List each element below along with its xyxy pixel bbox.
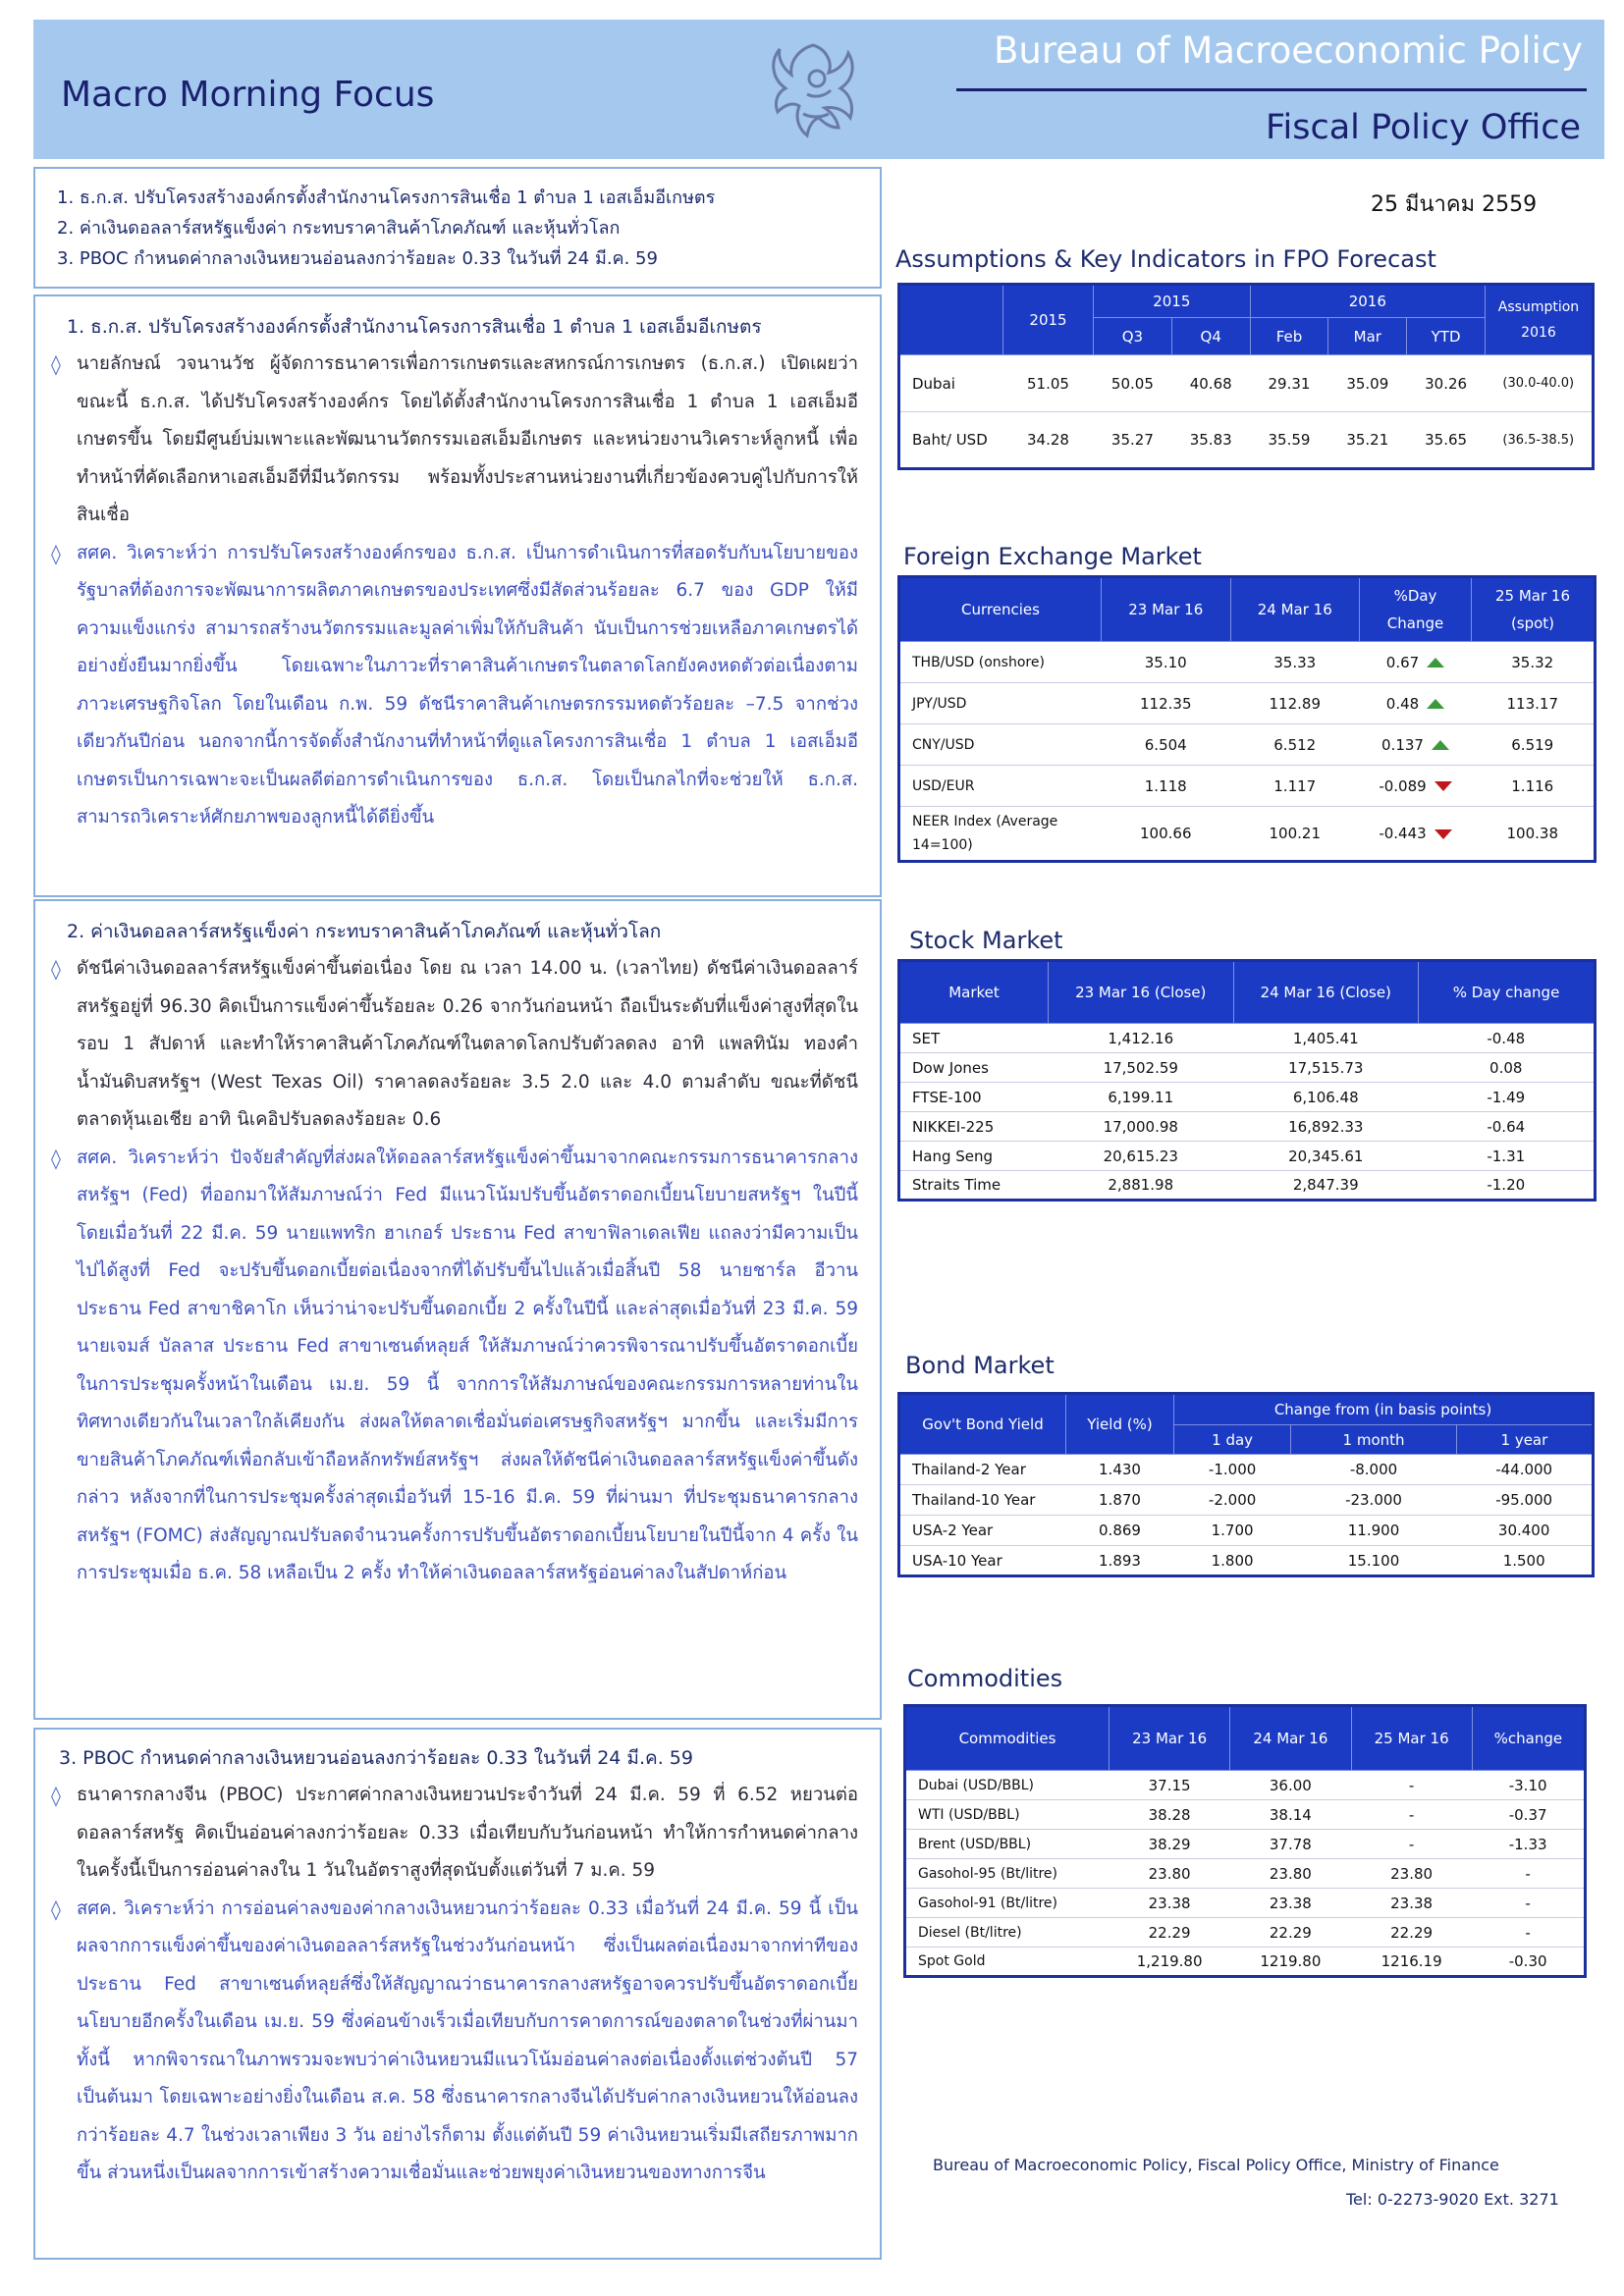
col-commodities: Commodities	[905, 1706, 1110, 1771]
cell: 112.35	[1102, 683, 1231, 724]
cell: 35.10	[1102, 642, 1231, 683]
col-currencies: Currencies	[899, 577, 1102, 642]
row-label: USA-10 Year	[899, 1546, 1066, 1576]
arrow-down-icon	[1435, 829, 1452, 839]
row-label: Gasohol-95 (Bt/litre)	[905, 1859, 1110, 1889]
row-label: Straits Time	[899, 1171, 1049, 1201]
header-banner	[33, 20, 1604, 159]
bond-table	[897, 1392, 1595, 1577]
cell: 1.870	[1066, 1485, 1174, 1516]
cell: (36.5-38.5)	[1486, 412, 1594, 469]
table-row	[905, 1859, 1586, 1889]
cell: 0.869	[1066, 1516, 1174, 1546]
row-label: JPY/USD	[899, 683, 1102, 724]
cell-value: -0.089	[1379, 776, 1427, 795]
row-label: USD/EUR	[899, 766, 1102, 807]
cell: 17,000.98	[1049, 1112, 1234, 1142]
cell: -2.000	[1174, 1485, 1291, 1516]
table-row	[899, 807, 1596, 862]
cell: 37.15	[1110, 1771, 1230, 1800]
col-day-change: % Day change	[1419, 961, 1596, 1024]
cell: 35.09	[1328, 355, 1407, 412]
row-label: Hang Seng	[899, 1142, 1049, 1171]
cell: 100.66	[1102, 807, 1231, 862]
table-row	[899, 1546, 1594, 1576]
cell: 38.14	[1230, 1800, 1351, 1830]
section-1-analysis: ◊ สศค. วิเคราะห์ว่า การปรับโครงสร้างองค์กรของ ธ.ก.ส. เป็นการดำเนินการที่สอดรับกับนโยบายของรัฐบาลที่ต้องการจะพัฒนาการผลิตภาคเกษตรของประเทศซึ่งมีสัดส่วนร้อยละ 6.7 ของ GDP ให้มีความแข็งแกร่ง สามารถสร้างนวัตกรรมและมูลค่าเพิ่มให้กับสินค้า นับเป็นการช่วยเหลือภาคเกษตรได้อย่างยั่งยืนมากยิ่งขึ้น โดยเฉพาะในภาวะที่ราคาสินค้าเกษตรในตลาดโลกยังคงหดตัวต่อเนื่องตามภาวะเศรษฐกิจโลก โดยในเดือน ก.พ. 59 ดัชนีราคาสินค้าเกษตรกรรมหดตัวร้อยละ –7.5 จากช่วงเดียวกันปีก่อน นอกจากนี้การจัดตั้งสำนักงานที่ทำหน้าที่ดูแลโครงการสินเชื่อ 1 ตำบล 1 เอสเอ็มอีเกษตรเป็นการเฉพาะจะเป็นผลดีต่อการดำเนินการของ ธ.ก.ส. โดยเป็นกลไกที่จะช่วยให้ ธ.ก.ส. สามารถวิเคราะห์ศักยภาพของลูกหนี้ได้ดียิ่งขึ้น	[51, 535, 858, 837]
cell: 23.80	[1351, 1859, 1472, 1889]
table-row	[899, 1083, 1596, 1112]
table-row	[899, 683, 1596, 724]
col-25mar: 25 Mar 16	[1351, 1706, 1472, 1771]
col-23mar: 23 Mar 16	[1110, 1706, 1230, 1771]
cell: 1.700	[1174, 1516, 1291, 1546]
diamond-bullet-icon: ◊	[51, 352, 61, 376]
cell: 51.05	[1003, 355, 1094, 412]
table-row	[899, 1142, 1596, 1171]
cell: 1,405.41	[1233, 1024, 1419, 1053]
col-23mar: 23 Mar 16 (Close)	[1049, 961, 1234, 1024]
cell: -	[1472, 1859, 1585, 1889]
cell: 0.08	[1419, 1053, 1596, 1083]
cell: 100.38	[1472, 807, 1596, 862]
table-row	[899, 355, 1594, 412]
bureau-name: Bureau of Macroeconomic Policy	[994, 29, 1583, 72]
row-label: CNY/USD	[899, 724, 1102, 766]
diamond-bullet-icon: ◊	[51, 957, 61, 981]
col-q4: Q4	[1171, 318, 1250, 355]
cell-value: 0.137	[1381, 735, 1424, 754]
col-feb: Feb	[1250, 318, 1328, 355]
row-label: Gasohol-91 (Bt/litre)	[905, 1889, 1110, 1918]
col-24mar: 24 Mar 16	[1230, 577, 1360, 642]
cell: 37.78	[1230, 1830, 1351, 1859]
cell: -	[1351, 1830, 1472, 1859]
col-1month: 1 month	[1291, 1425, 1457, 1455]
cell: 35.83	[1171, 412, 1250, 469]
cell: 1.118	[1102, 766, 1231, 807]
cell: 1.117	[1230, 766, 1360, 807]
cell: 1,412.16	[1049, 1024, 1234, 1053]
cell: 30.26	[1407, 355, 1486, 412]
section-1-box	[33, 294, 882, 897]
cell-value: -0.443	[1379, 825, 1427, 842]
cell: -0.30	[1472, 1948, 1585, 1977]
cell: 38.29	[1110, 1830, 1230, 1859]
diamond-bullet-icon: ◊	[51, 1784, 61, 1807]
cell: 35.59	[1250, 412, 1328, 469]
row-label: WTI (USD/BBL)	[905, 1800, 1110, 1830]
cell: 22.29	[1351, 1918, 1472, 1948]
col-change: %change	[1472, 1706, 1585, 1771]
row-label: Dow Jones	[899, 1053, 1049, 1083]
row-label: Baht/ USD	[899, 412, 1003, 469]
cell: -	[1472, 1889, 1585, 1918]
row-label: FTSE-100	[899, 1083, 1049, 1112]
cell: 20,345.61	[1233, 1142, 1419, 1171]
col-24mar: 24 Mar 16	[1230, 1706, 1351, 1771]
cell: 1,219.80	[1110, 1948, 1230, 1977]
table-row	[905, 1918, 1586, 1948]
fx-table	[897, 575, 1597, 863]
arrow-up-icon	[1427, 699, 1444, 709]
row-label: Diesel (Bt/litre)	[905, 1918, 1110, 1948]
table-row	[899, 412, 1594, 469]
cell: 23.80	[1110, 1859, 1230, 1889]
col-2015-quarters: 2015	[1094, 285, 1251, 318]
cell: -8.000	[1291, 1455, 1457, 1485]
cell: 1.116	[1472, 766, 1596, 807]
cell: -1.49	[1419, 1083, 1596, 1112]
cell: 35.21	[1328, 412, 1407, 469]
cell: -23.000	[1291, 1485, 1457, 1516]
row-label: Dubai	[899, 355, 1003, 412]
cell: 22.29	[1110, 1918, 1230, 1948]
cell: 35.32	[1472, 642, 1596, 683]
table-row	[905, 1800, 1586, 1830]
section-3-title: 3. PBOC กำหนดค่ากลางเงินหยวนอ่อนลงกว่าร้อยละ 0.33 ในวันที่ 24 มี.ค. 59	[59, 1747, 693, 1769]
cell: 23.38	[1230, 1889, 1351, 1918]
office-name: Fiscal Policy Office	[1265, 108, 1581, 147]
table-row	[899, 1485, 1594, 1516]
cell: 113.17	[1472, 683, 1596, 724]
assumptions-title: Assumptions & Key Indicators in FPO Forecast	[895, 245, 1436, 273]
cell: 11.900	[1291, 1516, 1457, 1546]
cell: 112.89	[1230, 683, 1360, 724]
row-label: Dubai (USD/BBL)	[905, 1771, 1110, 1800]
cell-value: 0.67	[1385, 653, 1420, 671]
cell: -3.10	[1472, 1771, 1585, 1800]
commodities-table	[903, 1704, 1587, 1978]
diamond-bullet-icon: ◊	[51, 541, 61, 565]
cell	[1360, 766, 1472, 807]
diamond-bullet-icon: ◊	[51, 1146, 61, 1170]
footer-organization: Bureau of Macroeconomic Policy, Fiscal Policy Office, Ministry of Finance	[933, 2156, 1499, 2174]
row-label: SET	[899, 1024, 1049, 1053]
corner-cell	[899, 285, 1003, 355]
row-label: Spot Gold	[905, 1948, 1110, 1977]
table-row	[899, 642, 1596, 683]
cell: -0.64	[1419, 1112, 1596, 1142]
row-label: USA-2 Year	[899, 1516, 1066, 1546]
table-row	[899, 1516, 1594, 1546]
cell: 2,881.98	[1049, 1171, 1234, 1201]
cell: 22.29	[1230, 1918, 1351, 1948]
stock-table	[897, 959, 1597, 1201]
headline-item[interactable]: 3. PBOC กำหนดค่ากลางเงินหยวนอ่อนลงกว่าร้อยละ 0.33 ในวันที่ 24 มี.ค. 59	[57, 248, 658, 269]
cell-value: 0.48	[1385, 694, 1420, 713]
cell	[1360, 642, 1472, 683]
cell: 50.05	[1094, 355, 1172, 412]
section-2-title: 2. ค่าเงินดอลลาร์สหรัฐแข็งค่า กระทบราคาสินค้าโภคภัณฑ์ และหุ้นทั่วโลก	[67, 921, 662, 942]
headline-item[interactable]: 1. ธ.ก.ส. ปรับโครงสร้างองค์กรตั้งสำนักงานโครงการสินเชื่อ 1 ตำบล 1 เอสเอ็มอีเกษตร	[57, 187, 716, 208]
bond-title: Bond Market	[905, 1352, 1055, 1379]
cell: -1.33	[1472, 1830, 1585, 1859]
col-2016: 2016	[1250, 285, 1485, 318]
cell: 20,615.23	[1049, 1142, 1234, 1171]
row-label: Brent (USD/BBL)	[905, 1830, 1110, 1859]
commodities-title: Commodities	[907, 1665, 1063, 1692]
cell	[1360, 807, 1472, 862]
row-label: THB/USD (onshore)	[899, 642, 1102, 683]
cell: -95.000	[1456, 1485, 1593, 1516]
stock-title: Stock Market	[909, 927, 1063, 954]
headline-item[interactable]: 2. ค่าเงินดอลลาร์สหรัฐแข็งค่า กระทบราคาสินค้าโภคภัณฑ์ และหุ้นทั่วโลก	[57, 218, 621, 239]
col-1year: 1 year	[1456, 1425, 1593, 1455]
cell	[1360, 683, 1472, 724]
cell: 6.512	[1230, 724, 1360, 766]
arrow-up-icon	[1427, 658, 1444, 667]
garuda-emblem-icon	[760, 35, 866, 145]
cell	[1360, 724, 1472, 766]
cell: -44.000	[1456, 1455, 1593, 1485]
table-row	[899, 1171, 1596, 1201]
col-day-change: %Day Change	[1360, 577, 1472, 642]
col-q3: Q3	[1094, 318, 1172, 355]
cell: 23.80	[1230, 1859, 1351, 1889]
cell: 2,847.39	[1233, 1171, 1419, 1201]
col-spot: 25 Mar 16 (spot)	[1472, 577, 1596, 642]
cell: -	[1472, 1918, 1585, 1948]
row-label: Thailand-10 Year	[899, 1485, 1066, 1516]
headlines-box	[33, 167, 882, 289]
cell: 35.33	[1230, 642, 1360, 683]
col-mar: Mar	[1328, 318, 1407, 355]
cell: 100.21	[1230, 807, 1360, 862]
col-2015: 2015	[1003, 285, 1094, 355]
diamond-bullet-icon: ◊	[51, 1896, 61, 1921]
cell: 36.00	[1230, 1771, 1351, 1800]
col-bond-name: Gov't Bond Yield	[899, 1394, 1066, 1455]
cell: 6,106.48	[1233, 1083, 1419, 1112]
cell: -	[1351, 1771, 1472, 1800]
cell: 6.519	[1472, 724, 1596, 766]
cell: 29.31	[1250, 355, 1328, 412]
cell: 35.27	[1094, 412, 1172, 469]
section-3-paragraph: ◊ ธนาคารกลางจีน (PBOC) ประกาศค่ากลางเงินหยวนประจำวันที่ 24 มี.ค. 59 ที่ 6.52 หยวนต่อดอลลาร์สหรัฐ คิดเป็นอ่อนค่าลงกว่าร้อยละ 0.33 เมื่อเทียบกับวันก่อนหน้า ทำให้การกำหนดค่ากลางในครั้งนี้เป็นการอ่อนค่าลงใน 1 วันในอัตราสูงที่สุดนับตั้งแต่วันที่ 7 ม.ค. 59	[51, 1777, 858, 1891]
col-market: Market	[899, 961, 1049, 1024]
col-ytd: YTD	[1407, 318, 1486, 355]
cell: -1.20	[1419, 1171, 1596, 1201]
col-assumption: Assumption 2016	[1486, 285, 1594, 355]
cell: 1.800	[1174, 1546, 1291, 1576]
table-row	[905, 1948, 1586, 1977]
cell: 35.65	[1407, 412, 1486, 469]
row-label: NEER Index (Average 14=100)	[899, 807, 1102, 862]
section-2-box	[33, 899, 882, 1720]
cell: 30.400	[1456, 1516, 1593, 1546]
col-23mar: 23 Mar 16	[1102, 577, 1231, 642]
cell: 6.504	[1102, 724, 1231, 766]
cell: 38.28	[1110, 1800, 1230, 1830]
table-row	[899, 1455, 1594, 1485]
row-label: Thailand-2 Year	[899, 1455, 1066, 1485]
col-24mar: 24 Mar 16 (Close)	[1233, 961, 1419, 1024]
section-2-paragraph: ◊ ดัชนีค่าเงินดอลลาร์สหรัฐแข็งค่าขึ้นต่อเนื่อง โดย ณ เวลา 14.00 น. (เวลาไทย) ดัชนีค่าเงินดอลลาร์สหรัฐอยู่ที่ 96.30 คิดเป็นการแข็งค่าขึ้นร้อยละ 0.26 จากวันก่อนหน้า ถือเป็นระดับที่แข็งค่าสูงที่สุดในรอบ 1 สัปดาห์ และทำให้ราคาสินค้าโภคภัณฑ์ในตลาดโลกปรับตัวลดลง อาทิ แพลทินัม ทองคำ น้ำมันดิบสหรัฐฯ (West Texas Oil) ราคาลดลงร้อยละ 3.5 2.0 และ 4.0 ตามลำดับ ขณะที่ดัชนีตลาดหุ้นเอเชีย อาทิ นิเคอิปรับลดลงร้อยละ 0.6	[51, 950, 858, 1140]
cell: 1.430	[1066, 1455, 1174, 1485]
cell: 6,199.11	[1049, 1083, 1234, 1112]
cell: -0.37	[1472, 1800, 1585, 1830]
table-row	[899, 1112, 1596, 1142]
cell: 40.68	[1171, 355, 1250, 412]
row-label: NIKKEI-225	[899, 1112, 1049, 1142]
cell: -1.31	[1419, 1142, 1596, 1171]
table-row	[899, 1024, 1596, 1053]
col-1day: 1 day	[1174, 1425, 1291, 1455]
table-row	[899, 1053, 1596, 1083]
section-1-title: 1. ธ.ก.ส. ปรับโครงสร้างองค์กรตั้งสำนักงานโครงการสินเชื่อ 1 ตำบล 1 เอสเอ็มอีเกษตร	[67, 316, 762, 338]
assumptions-table	[897, 283, 1595, 470]
cell: 23.38	[1351, 1889, 1472, 1918]
cell: 1.893	[1066, 1546, 1174, 1576]
cell: 1219.80	[1230, 1948, 1351, 1977]
fx-title: Foreign Exchange Market	[903, 543, 1202, 570]
cell: 16,892.33	[1233, 1112, 1419, 1142]
arrow-up-icon	[1432, 740, 1449, 750]
section-3-analysis: ◊ สศค. วิเคราะห์ว่า การอ่อนค่าลงของค่ากลางเงินหยวนกว่าร้อยละ 0.33 เมื่อวันที่ 24 มี.ค. 59 นี้ เป็นผลจากการแข็งค่าขึ้นของค่าเงินดอลลาร์สหรัฐในช่วงวันก่อนหน้า ซึ่งเป็นผลต่อเนื่องมาจากท่าทีของประธาน Fed สาขาเซนต์หลุยส์ซึ่งให้สัญญาณว่าธนาคารกลางสหรัฐอาจควรปรับขึ้นอัตราดอกเบี้ยนโยบายอีกครั้งในเดือน เม.ย. 59 ซึ่งค่อนข้างเร็วเมื่อเทียบกับการคาดการณ์ของตลาดในช่วงที่ผ่านมา ทั้งนี้ หากพิจารณาในภาพรวมจะพบว่าค่าเงินหยวนมีแนวโน้มอ่อนค่าลงต่อเนื่องตั้งแต่ช่วงต้นปี 57 เป็นต้นมา โดยเฉพาะอย่างยิ่งในเดือน ส.ค. 58 ซึ่งธนาคารกลางจีนได้ปรับค่ากลางเงินหยวนให้อ่อนลงกว่าร้อยละ 4.7 ในช่วงเวลาเพียง 3 วัน อย่างไรก็ตาม ตั้งแต่ต้นปี 59 ค่าเงินหยวนเริ่มมีเสถียรภาพมากขึ้น ส่วนหนึ่งเป็นผลจากการเข้าสร้างความเชื่อมั่นและช่วยพยุงค่าเงินหยวนของทางการจีน	[51, 1891, 858, 2193]
section-1-paragraph: ◊ นายลักษณ์ วจนานวัช ผู้จัดการธนาคารเพื่อการเกษตรและสหกรณ์การเกษตร (ธ.ก.ส.) เปิดเผยว่า ขณะนี้ ธ.ก.ส. ได้ปรับโครงสร้างองค์กร โดยได้ตั้งสำนักงานโครงการสินเชื่อ 1 ตำบล 1 เอสเอ็มอีเกษตรขึ้น โดยมีศูนย์บ่มเพาะและพัฒนานวัตกรรมเอสเอ็มอีเกษตร และหน่วยงานวิเคราะห์ลูกหนี้ เพื่อทำหน้าที่คัดเลือกหาเอสเอ็มอีที่มีนวัตกรรม พร้อมทั้งประสานหน่วยงานที่เกี่ยวข้องควบคู่ไปกับการให้สินเชื่อ	[51, 346, 858, 535]
col-change-group: Change from (in basis points)	[1174, 1394, 1594, 1425]
table-row	[899, 724, 1596, 766]
table-row	[905, 1830, 1586, 1859]
report-title: Macro Morning Focus	[61, 75, 435, 115]
cell: 1.500	[1456, 1546, 1593, 1576]
cell: (30.0-40.0)	[1486, 355, 1594, 412]
cell: 15.100	[1291, 1546, 1457, 1576]
cell: -1.000	[1174, 1455, 1291, 1485]
cell: -0.48	[1419, 1024, 1596, 1053]
table-row	[899, 766, 1596, 807]
footer-telephone: Tel: 0-2273-9020 Ext. 3271	[1346, 2190, 1559, 2209]
col-yield: Yield (%)	[1066, 1394, 1174, 1455]
cell: 17,515.73	[1233, 1053, 1419, 1083]
cell: 1216.19	[1351, 1948, 1472, 1977]
arrow-down-icon	[1435, 781, 1452, 791]
cell: -	[1351, 1800, 1472, 1830]
cell: 23.38	[1110, 1889, 1230, 1918]
header-divider	[956, 88, 1587, 91]
section-2-analysis: ◊ สศค. วิเคราะห์ว่า ปัจจัยสำคัญที่ส่งผลให้ดอลลาร์สหรัฐแข็งค่าขึ้นมาจากคณะกรรมการธนาคารกลางสหรัฐฯ (Fed) ที่ออกมาให้สัมภาษณ์ว่า Fed มีแนวโน้มปรับขึ้นอัตราดอกเบี้ยนโยบายสหรัฐฯ ในปีนี้ โดยเมื่อวันที่ 22 มี.ค. 59 นายแพทริก ฮาเกอร์ ประธาน Fed สาขาฟิลาเดลเฟีย แถลงว่ามีความเป็นไปได้สูงที่ Fed จะปรับขึ้นดอกเบี้ยต่อเนื่องจากที่ได้ปรับขึ้นไปแล้วเมื่อสิ้นปี 58 นายชาร์ล อีวาน ประธาน Fed สาขาชิคาโก เห็นว่าน่าจะปรับขึ้นดอกเบี้ย 2 ครั้งในปีนี้ และล่าสุดเมื่อวันที่ 23 มี.ค. 59 นายเจมส์ บัลลาส ประธาน Fed สาขาเซนต์หลุยส์ ให้สัมภาษณ์ว่าควรพิจารณาปรับขึ้นอัตราดอกเบี้ยในการประชุมครั้งหน้าในเดือน เม.ย. 59 นี้ จากการให้สัมภาษณ์ของคณะกรรมการหลายท่านในทิศทางเดียวกันในเวลาใกล้เคียงกัน ส่งผลให้ตลาดเชื่อมั่นต่อเศรษฐกิจสหรัฐฯ มากขึ้น และเริ่มมีการขายสินค้าโภคภัณฑ์เพื่อกลับเข้าถือหลักทรัพย์สหรัฐฯ ส่งผลให้ดัชนีค่าเงินดอลลาร์สหรัฐแข็งค่าขึ้นดังกล่าว หลังจากที่ในการประชุมครั้งล่าสุดเมื่อวันที่ 15-16 มี.ค. 59 ที่ผ่านมา ที่ประชุมธนาคารกลางสหรัฐฯ (FOMC) ส่งสัญญาณปรับลดจำนวนครั้งการปรับขึ้นอัตราดอกเบี้ยนโยบายในปีนี้จาก 4 ครั้ง ในการประชุมเมื่อ ธ.ค. 58 เหลือเป็น 2 ครั้ง ทำให้ค่าเงินดอลลาร์สหรัฐอ่อนค่าลงในสัปดาห์ก่อน	[51, 1140, 858, 1593]
cell: 17,502.59	[1049, 1053, 1234, 1083]
report-date: 25 มีนาคม 2559	[1371, 192, 1538, 217]
table-row	[905, 1889, 1586, 1918]
section-3-box	[33, 1728, 882, 2260]
cell: 34.28	[1003, 412, 1094, 469]
table-row	[905, 1771, 1586, 1800]
